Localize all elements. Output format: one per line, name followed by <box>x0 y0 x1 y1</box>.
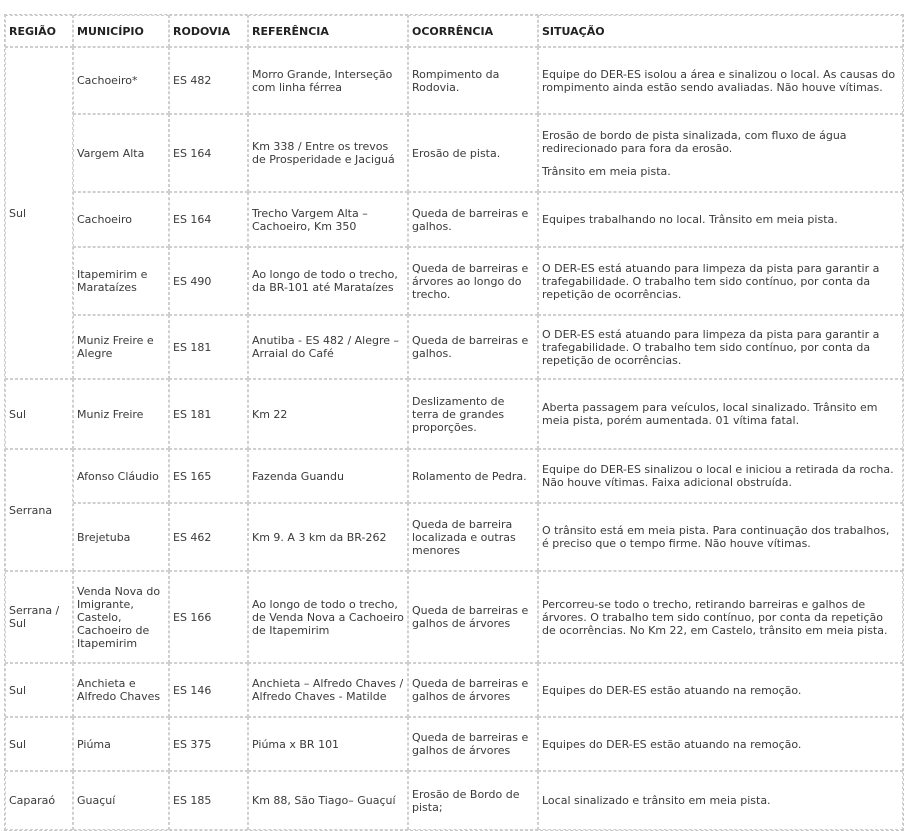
table-row <box>5 717 903 771</box>
cell-rodovia: ES 146 <box>169 663 248 717</box>
cell-municipio: Anchieta e Alfredo Chaves <box>73 663 169 717</box>
cell-rodovia: ES 375 <box>169 717 248 771</box>
cell-situacao <box>538 247 903 315</box>
table-row <box>5 192 903 247</box>
header-referencia: REFERÊNCIA <box>248 15 408 47</box>
cell-rodovia: ES 185 <box>169 771 248 830</box>
cell-ocorrencia: Erosão de pista. <box>408 114 538 192</box>
cell-regiao: Serrana / Sul <box>5 571 73 663</box>
situacao-paragraph: Percorreu-se todo o trecho, retirando barreiras e galhos de árvores. O trabalho tem sido contínuo, por conta da repetição de ocorrências. No Km 22, em Castelo, trânsito em meia pista. <box>542 597 888 637</box>
situacao-paragraph: Equipe do DER-ES sinalizou o local e iniciou a retirada da rocha. Não houve vítimas. Faixa adicional obstruída. <box>542 463 894 489</box>
cell-referencia: Morro Grande, Interseção com linha férrea <box>248 47 408 114</box>
cell-ocorrencia: Queda de barreiras e galhos de árvores <box>408 717 538 771</box>
cell-rodovia: ES 181 <box>169 379 248 449</box>
cell-situacao <box>538 449 903 503</box>
header-situacao: SITUAÇÃO <box>538 15 903 47</box>
table-row <box>5 771 903 830</box>
cell-referencia: Km 9. A 3 km da BR-262 <box>248 503 408 571</box>
cell-regiao: Sul <box>5 663 73 717</box>
situacao-paragraph: Local sinalizado e trânsito em meia pista. <box>542 794 771 807</box>
cell-municipio: Muniz Freire <box>73 379 169 449</box>
situacao-paragraph: Equipes do DER-ES estão atuando na remoção. <box>542 737 802 751</box>
situacao-paragraph: Equipes do DER-ES estão atuando na remoção. <box>542 683 802 697</box>
cell-referencia: Km 88, São Tiago– Guaçuí <box>248 771 408 830</box>
table-row <box>5 379 903 449</box>
cell-situacao <box>538 315 903 379</box>
cell-ocorrencia: Queda de barreiras e galhos de árvores <box>408 571 538 663</box>
cell-referencia: Piúma x BR 101 <box>248 717 408 771</box>
table-row <box>5 571 903 663</box>
header-ocorrencia: OCORRÊNCIA <box>408 15 538 47</box>
header-municipio: MUNICÍPIO <box>73 15 169 47</box>
cell-regiao: Sul <box>5 379 73 449</box>
cell-situacao <box>538 192 903 247</box>
cell-referencia: Anutiba - ES 482 / Alegre – Arraial do Café <box>248 315 408 379</box>
cell-referencia: Km 338 / Entre os trevos de Prosperidade e Jaciguá <box>248 114 408 192</box>
situacao-paragraph: O DER-ES está atuando para limpeza da pista para garantir a trafegabilidade. O trabalho tem sido contínuo, por conta da repetição de ocorrências. <box>542 327 880 367</box>
header-regiao: REGIÃO <box>5 15 73 47</box>
cell-municipio: Cachoeiro* <box>73 47 169 114</box>
cell-ocorrencia: Rompimento da Rodovia. <box>408 47 538 114</box>
cell-regiao: Serrana <box>5 449 73 571</box>
cell-situacao <box>538 771 903 830</box>
cell-referencia: Ao longo de todo o trecho, da BR-101 até Marataízes <box>248 247 408 315</box>
cell-rodovia: ES 165 <box>169 449 248 503</box>
table-row <box>5 247 903 315</box>
cell-ocorrencia: Rolamento de Pedra. <box>408 449 538 503</box>
cell-regiao: Sul <box>5 717 73 771</box>
cell-municipio: Itapemirim e Marataízes <box>73 247 169 315</box>
situacao-paragraph: O DER-ES está atuando para limpeza da pista para garantir a trafegabilidade. O trabalho tem sido contínuo, por conta da repetição de ocorrências. <box>542 261 880 301</box>
cell-regiao: Sul <box>5 47 73 379</box>
cell-municipio: Afonso Cláudio <box>73 449 169 503</box>
table-body <box>5 47 903 830</box>
situacao-paragraph: Equipes trabalhando no local. Trânsito em meia pista. <box>542 213 838 226</box>
table-row <box>5 114 903 192</box>
cell-municipio: Venda Nova do Imigrante, Castelo, Cachoeiro de Itapemirim <box>73 571 169 663</box>
cell-situacao <box>538 717 903 771</box>
cell-referencia: Fazenda Guandu <box>248 449 408 503</box>
cell-ocorrencia: Queda de barreiras e galhos de árvores <box>408 663 538 717</box>
cell-municipio: Guaçuí <box>73 771 169 830</box>
cell-municipio: Cachoeiro <box>73 192 169 247</box>
cell-municipio: Muniz Freire e Alegre <box>73 315 169 379</box>
cell-rodovia: ES 490 <box>169 247 248 315</box>
situacao-paragraph: Equipe do DER-ES isolou a área e sinalizou o local. As causas do rompimento ainda estão sendo avaliadas. Não houve vítimas. <box>542 67 896 94</box>
cell-referencia: Ao longo de todo o trecho, de Venda Nova a Cachoeiro de Itapemirim <box>248 571 408 663</box>
cell-ocorrencia: Queda de barreiras e galhos. <box>408 192 538 247</box>
table-row <box>5 663 903 717</box>
cell-ocorrencia: Erosão de Bordo de pista; <box>408 771 538 830</box>
cell-situacao <box>538 503 903 571</box>
cell-municipio: Vargem Alta <box>73 114 169 192</box>
cell-situacao <box>538 114 903 192</box>
cell-rodovia: ES 164 <box>169 114 248 192</box>
cell-ocorrencia: Queda de barreiras e galhos. <box>408 315 538 379</box>
cell-referencia: Trecho Vargem Alta – Cachoeiro, Km 350 <box>248 192 408 247</box>
occurrences-table <box>4 14 904 831</box>
cell-rodovia: ES 166 <box>169 571 248 663</box>
cell-referencia: Km 22 <box>248 379 408 449</box>
cell-situacao <box>538 379 903 449</box>
cell-regiao: Caparaó <box>5 771 73 830</box>
header-row <box>5 15 903 47</box>
situacao-paragraph: O trânsito está em meia pista. Para continuação dos trabalhos, é preciso que o tempo firme. Não houve vítimas. <box>542 524 890 550</box>
cell-rodovia: ES 164 <box>169 192 248 247</box>
cell-rodovia: ES 181 <box>169 315 248 379</box>
cell-municipio: Piúma <box>73 717 169 771</box>
header-rodovia: RODOVIA <box>169 15 248 47</box>
cell-ocorrencia: Queda de barreira localizada e outras menores <box>408 503 538 571</box>
table-row <box>5 47 903 114</box>
cell-situacao <box>538 47 903 114</box>
cell-ocorrencia: Queda de barreiras e árvores ao longo do trecho. <box>408 247 538 315</box>
table-row <box>5 315 903 379</box>
situacao-paragraph: Erosão de bordo de pista sinalizada, com fluxo de água redirecionado para fora da erosão. <box>542 128 847 155</box>
cell-ocorrencia: Deslizamento de terra de grandes proporções. <box>408 379 538 449</box>
cell-situacao <box>538 571 903 663</box>
table-row <box>5 503 903 571</box>
cell-situacao <box>538 663 903 717</box>
cell-rodovia: ES 482 <box>169 47 248 114</box>
cell-referencia: Anchieta – Alfredo Chaves / Alfredo Chaves - Matilde <box>248 663 408 717</box>
situacao-paragraph: Trânsito em meia pista. <box>542 164 671 178</box>
cell-rodovia: ES 462 <box>169 503 248 571</box>
cell-municipio: Brejetuba <box>73 503 169 571</box>
table-row <box>5 449 903 503</box>
situacao-paragraph: Aberta passagem para veículos, local sinalizado. Trânsito em meia pista, porém aumentada. 01 vítima fatal. <box>542 401 878 427</box>
